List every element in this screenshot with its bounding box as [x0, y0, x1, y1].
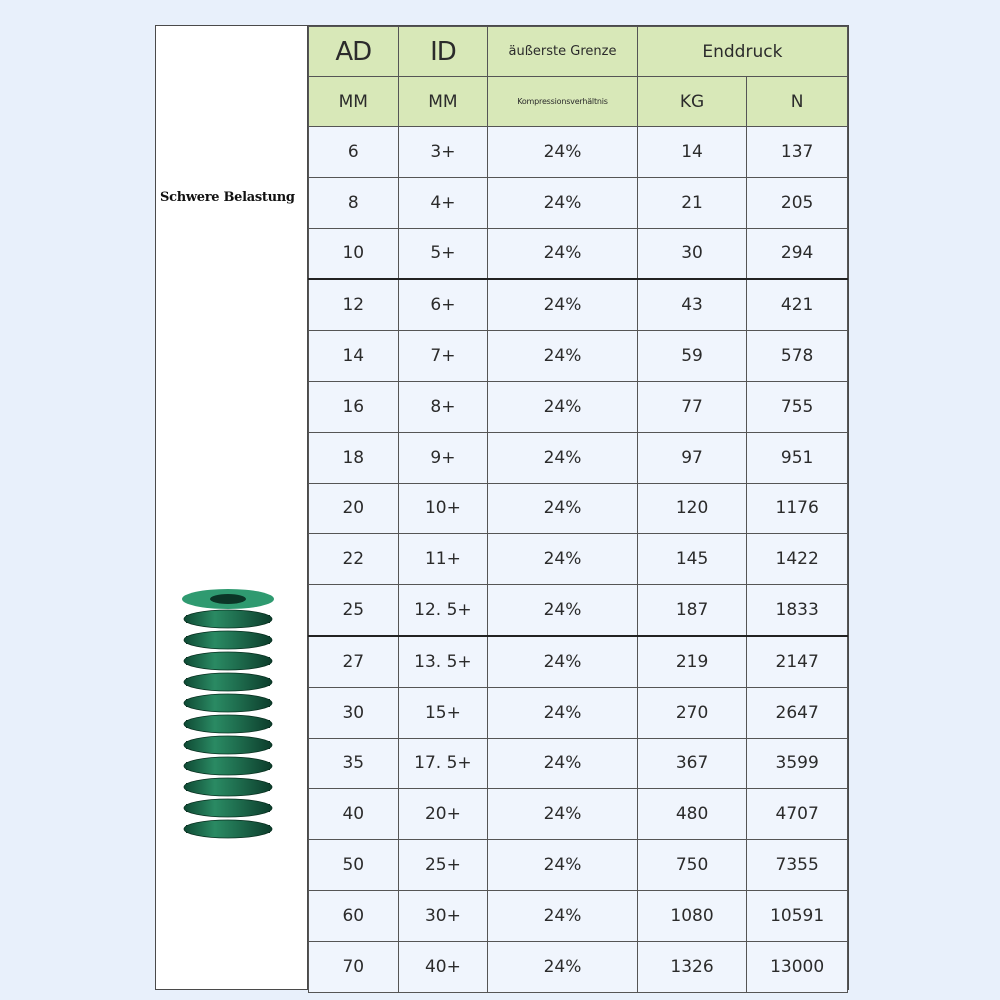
cell-ad: 30 — [309, 687, 399, 738]
cell-n: 755 — [747, 381, 848, 432]
cell-id: 11+ — [398, 534, 488, 585]
cell-ad: 22 — [309, 534, 399, 585]
table-row — [309, 331, 848, 382]
cell-kg: 145 — [637, 534, 747, 585]
cell-id: 20+ — [398, 789, 488, 840]
cell-ratio: 24% — [488, 890, 638, 941]
cell-id: 15+ — [398, 687, 488, 738]
cell-n: 1833 — [747, 585, 848, 636]
cell-ratio: 24% — [488, 228, 638, 279]
spec-sheet — [155, 25, 849, 990]
table-row — [309, 585, 848, 636]
table-row — [309, 840, 848, 891]
cell-id: 17. 5+ — [398, 738, 488, 789]
cell-ratio: 24% — [488, 534, 638, 585]
cell-ad: 12 — [309, 279, 399, 330]
cell-id: 6+ — [398, 279, 488, 330]
cell-id: 25+ — [398, 840, 488, 891]
table-row — [309, 789, 848, 840]
cell-ad: 8 — [309, 177, 399, 228]
table-row — [309, 432, 848, 483]
cell-n: 951 — [747, 432, 848, 483]
cell-ad: 20 — [309, 483, 399, 534]
cell-kg: 219 — [637, 636, 747, 687]
cell-ratio: 24% — [488, 840, 638, 891]
cell-id: 5+ — [398, 228, 488, 279]
cell-id: 9+ — [398, 432, 488, 483]
cell-ratio: 24% — [488, 687, 638, 738]
cell-n: 205 — [747, 177, 848, 228]
cell-ad: 27 — [309, 636, 399, 687]
cell-ratio: 24% — [488, 941, 638, 992]
cell-ad: 16 — [309, 381, 399, 432]
unit-ad: MM — [309, 77, 399, 127]
cell-id: 4+ — [398, 177, 488, 228]
cell-kg: 270 — [637, 687, 747, 738]
header-ad: AD — [309, 27, 399, 77]
unit-compression-ratio: Kompressionsverhältnis — [488, 77, 638, 127]
cell-ratio: 24% — [488, 636, 638, 687]
table-row — [309, 127, 848, 178]
table-row — [309, 483, 848, 534]
cell-n: 294 — [747, 228, 848, 279]
cell-id: 8+ — [398, 381, 488, 432]
table-row — [309, 228, 848, 279]
cell-kg: 187 — [637, 585, 747, 636]
cell-n: 2147 — [747, 636, 848, 687]
cell-ad: 35 — [309, 738, 399, 789]
cell-ratio: 24% — [488, 585, 638, 636]
cell-id: 12. 5+ — [398, 585, 488, 636]
cell-id: 3+ — [398, 127, 488, 178]
load-class-label: Schwere Belastung — [160, 190, 295, 205]
cell-ratio: 24% — [488, 127, 638, 178]
cell-n: 2647 — [747, 687, 848, 738]
cell-ad: 6 — [309, 127, 399, 178]
cell-kg: 77 — [637, 381, 747, 432]
table-row — [309, 279, 848, 330]
cell-ratio: 24% — [488, 177, 638, 228]
cell-ratio: 24% — [488, 738, 638, 789]
cell-ratio: 24% — [488, 432, 638, 483]
header-limit: äußerste Grenze — [488, 27, 638, 77]
cell-n: 1422 — [747, 534, 848, 585]
cell-n: 4707 — [747, 789, 848, 840]
cell-id: 7+ — [398, 331, 488, 382]
table-row — [309, 636, 848, 687]
cell-n: 421 — [747, 279, 848, 330]
spring-image — [178, 581, 278, 846]
cell-kg: 14 — [637, 127, 747, 178]
cell-kg: 750 — [637, 840, 747, 891]
cell-ad: 70 — [309, 941, 399, 992]
cell-ad: 18 — [309, 432, 399, 483]
cell-n: 13000 — [747, 941, 848, 992]
cell-kg: 367 — [637, 738, 747, 789]
spec-table — [308, 26, 848, 993]
cell-ad: 40 — [309, 789, 399, 840]
cell-ad: 60 — [309, 890, 399, 941]
table-row — [309, 381, 848, 432]
table-row — [309, 177, 848, 228]
cell-id: 13. 5+ — [398, 636, 488, 687]
cell-n: 7355 — [747, 840, 848, 891]
cell-id: 30+ — [398, 890, 488, 941]
cell-ratio: 24% — [488, 789, 638, 840]
unit-kg: KG — [637, 77, 747, 127]
cell-ratio: 24% — [488, 279, 638, 330]
cell-kg: 21 — [637, 177, 747, 228]
cell-kg: 43 — [637, 279, 747, 330]
cell-kg: 59 — [637, 331, 747, 382]
cell-kg: 1080 — [637, 890, 747, 941]
cell-ad: 25 — [309, 585, 399, 636]
table-row — [309, 534, 848, 585]
cell-ratio: 24% — [488, 483, 638, 534]
unit-id: MM — [398, 77, 488, 127]
table-row — [309, 738, 848, 789]
cell-n: 137 — [747, 127, 848, 178]
table-row — [309, 941, 848, 992]
table-row — [309, 890, 848, 941]
unit-n: N — [747, 77, 848, 127]
cell-kg: 30 — [637, 228, 747, 279]
cell-n: 3599 — [747, 738, 848, 789]
cell-n: 10591 — [747, 890, 848, 941]
cell-kg: 97 — [637, 432, 747, 483]
side-panel — [156, 26, 308, 989]
cell-n: 578 — [747, 331, 848, 382]
cell-id: 40+ — [398, 941, 488, 992]
cell-kg: 120 — [637, 483, 747, 534]
cell-ratio: 24% — [488, 331, 638, 382]
cell-ratio: 24% — [488, 381, 638, 432]
cell-kg: 1326 — [637, 941, 747, 992]
table-row — [309, 687, 848, 738]
header-id: ID — [398, 27, 488, 77]
header-end-pressure: Enddruck — [637, 27, 847, 77]
cell-ad: 14 — [309, 331, 399, 382]
cell-kg: 480 — [637, 789, 747, 840]
cell-id: 10+ — [398, 483, 488, 534]
cell-ad: 50 — [309, 840, 399, 891]
cell-ad: 10 — [309, 228, 399, 279]
cell-n: 1176 — [747, 483, 848, 534]
